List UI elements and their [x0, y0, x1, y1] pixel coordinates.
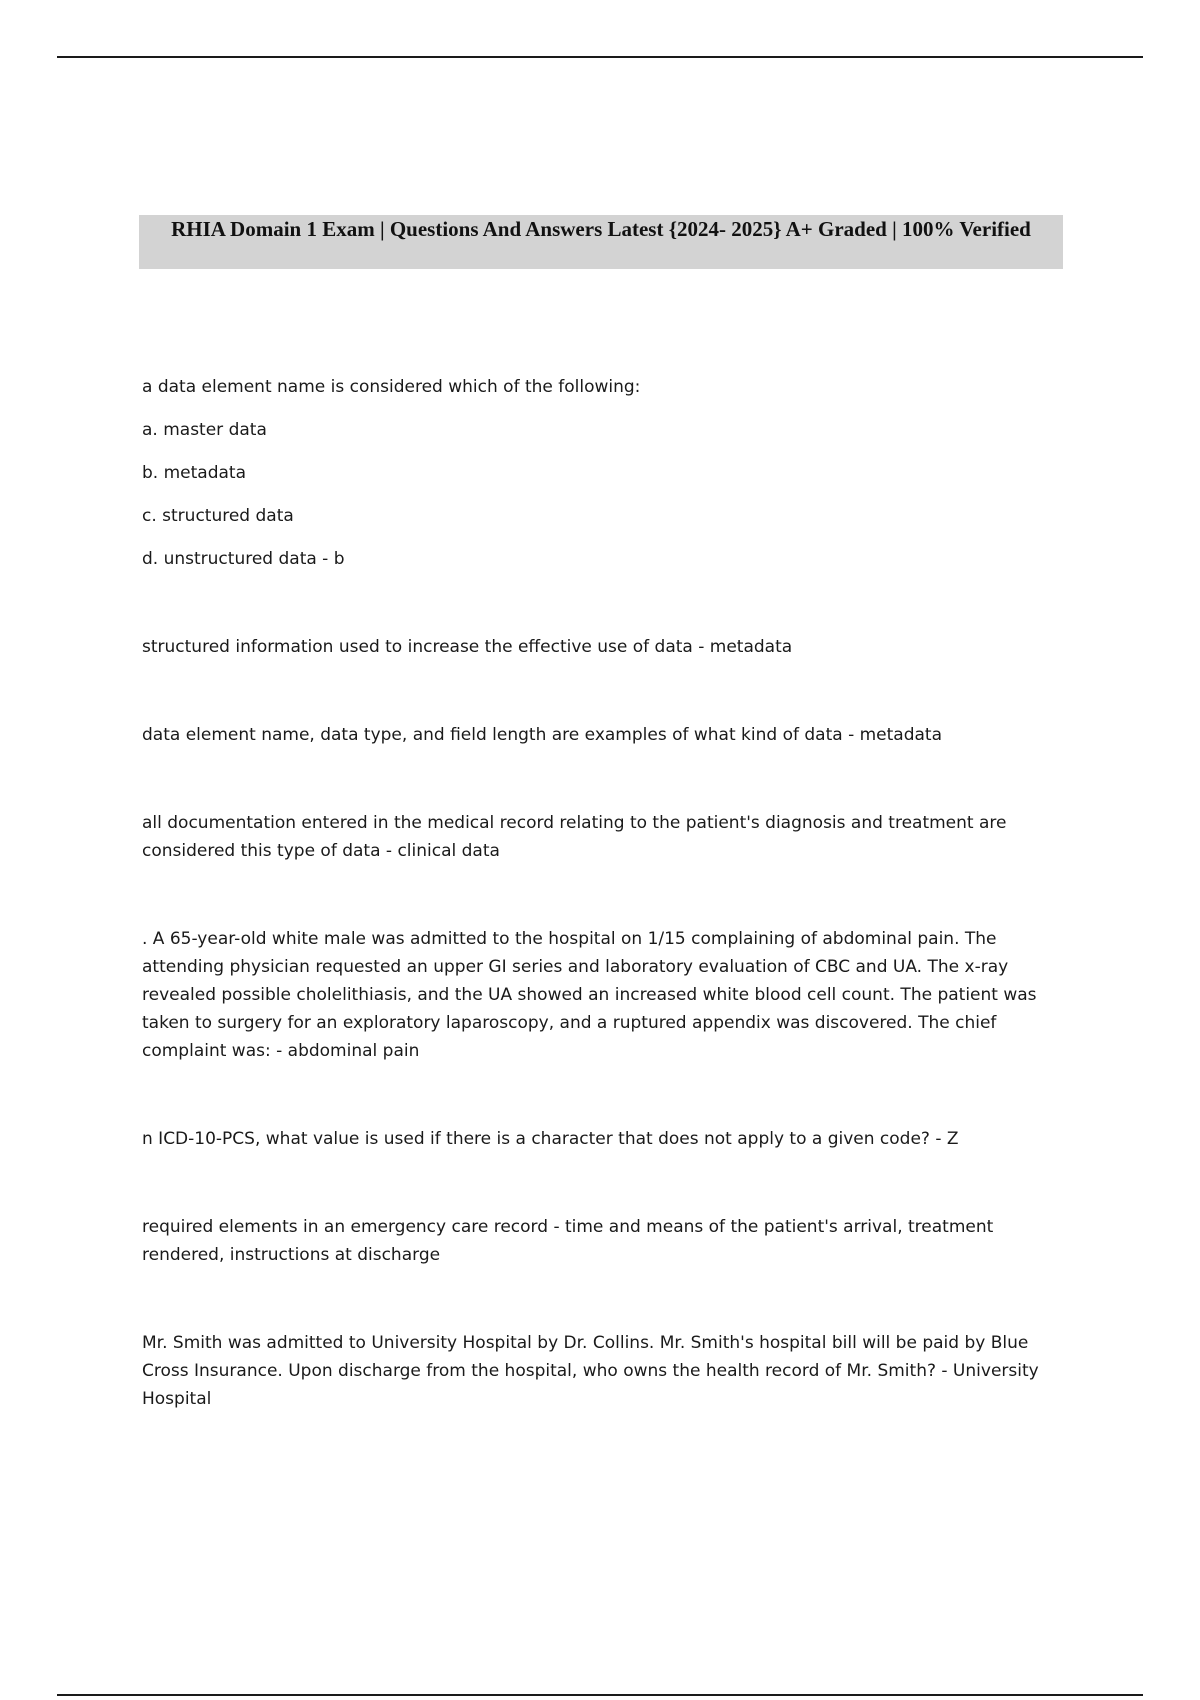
top-rule	[57, 56, 1143, 58]
question-answer: structured information used to increase the effective use of data - metadata	[142, 637, 793, 657]
question-answer: all documentation entered in the medical record relating to the patient's diagnosis and treatment are considered this type of data - clinical data	[142, 813, 1007, 861]
question-prompt: a data element name is considered which of the following:	[142, 377, 641, 397]
question-block	[142, 373, 1062, 573]
question-answer: required elements in an emergency care record - time and means of the patient's arrival, treatment rendered, instructions at discharge	[142, 1217, 994, 1265]
answer-choice: a. master data	[142, 420, 267, 440]
document-title: RHIA Domain 1 Exam | Questions And Answers Latest {2024- 2025} A+ Graded | 100% Verified	[139, 215, 1063, 269]
bottom-rule	[57, 1694, 1143, 1696]
answer-choice: d. unstructured data - b	[142, 549, 345, 569]
answer-choice: c. structured data	[142, 506, 294, 526]
question-answer: n ICD-10-PCS, what value is used if there is a character that does not apply to a given code? - Z	[142, 1129, 959, 1149]
question-answer: . A 65-year-old white male was admitted to the hospital on 1/15 complaining of abdominal pain. The attending physician requested an upper GI series and laboratory evaluation of CBC and UA. The x-ray revealed possible cholelithiasis, and the UA showed an increased white blood cell count. The patient was taken to surgery for an exploratory laparoscopy, and a ruptured appendix was discovered. The chief complaint was: - abdominal pain	[142, 929, 1037, 1061]
question-answer: Mr. Smith was admitted to University Hospital by Dr. Collins. Mr. Smith's hospital bill will be paid by Blue Cross Insurance. Upon discharge from the hospital, who owns the health record of Mr. Smith? - University Hospital	[142, 1333, 1039, 1409]
questions-content	[142, 373, 1062, 1413]
question-answer: data element name, data type, and field length are examples of what kind of data - metadata	[142, 725, 942, 745]
answer-choice: b. metadata	[142, 463, 246, 483]
